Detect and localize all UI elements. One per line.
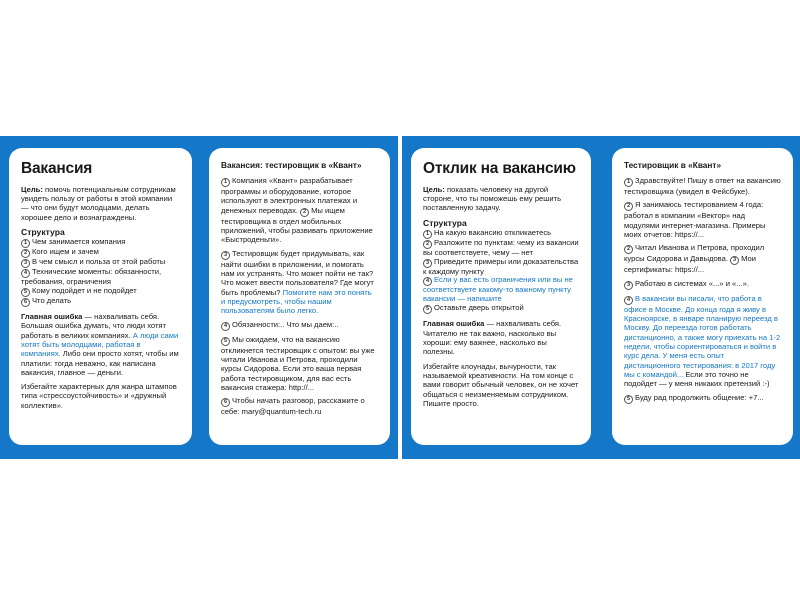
structure-list — [21, 238, 180, 307]
list-item-text: Технические моменты: обязанности, требования, ограничения — [21, 266, 162, 286]
message-5 — [624, 294, 781, 389]
list-item-text: В чем смысл и польза от этой работы — [32, 256, 166, 266]
paragraph-6 — [221, 396, 378, 416]
number-badge: 2 — [21, 249, 30, 258]
number-badge: 1 — [221, 178, 230, 187]
list-item-text: Чем занимается компания — [32, 236, 126, 246]
number-badge: 2 — [423, 240, 432, 249]
number-badge: 3 — [624, 281, 633, 290]
message-6 — [624, 393, 781, 404]
number-badge: 5 — [624, 395, 633, 404]
number-badge: 6 — [221, 398, 230, 407]
list-item-text: Кому подойдет и не подойдет — [32, 285, 137, 295]
section-divider — [398, 136, 402, 459]
list-item-text: На какую вакансию откликаетесь — [434, 227, 552, 237]
number-badge: 2 — [300, 208, 309, 217]
paragraph-text: Компания «Квант» разрабатывает программы и оборудование, которое используют в электронных платежах и денежных переводах. — [221, 176, 358, 215]
list-item — [423, 304, 579, 314]
goal-label: Цель: — [21, 184, 43, 194]
number-badge: 2 — [624, 245, 633, 254]
list-item-text: Приведите примеры или доказательства к каждому пункту — [423, 256, 579, 276]
message-1 — [624, 176, 781, 196]
number-badge: 5 — [423, 305, 432, 314]
message-text: Мои сертификаты: https://... — [624, 254, 756, 275]
paragraph-highlight: Помогите нам это понять и предусмотреть, чтобы нашим пользователям было легко. — [221, 287, 372, 316]
number-badge: 4 — [21, 269, 30, 278]
number-badge: 4 — [624, 296, 633, 305]
message-highlight: В вакансии вы писали, что работа в офисе в Москве. До конца года я живу в Красноярске, в январе планирую переезд в Москву. До переезда готов работать дистанционно, а также могу приехать на 1-2 недели, чтобы сориентироваться и войти в курс дела. У меня есть опыт дистанционного тестирования: в 2017 году мы с командой... — [624, 293, 781, 379]
mistake-paragraph — [423, 319, 579, 356]
structure-heading: Структура — [21, 226, 65, 237]
card-title: Тестировщик в «Квант» — [624, 160, 722, 170]
number-badge: 4 — [423, 277, 432, 286]
list-item — [423, 276, 579, 304]
list-item-text: Оставьте дверь открытой — [434, 303, 524, 313]
mistake-label: Главная ошибка — [423, 319, 485, 329]
mistake-text-2: Либо они просто хотят, чтобы им платили: тогда неважно, как написана вакансия, главное — деньги. — [21, 349, 179, 377]
list-item-text: Разложите по пунктам: чему из вакансии вы соответствуете, чему — нет — [423, 237, 579, 257]
goal-paragraph — [21, 185, 180, 222]
number-badge: 3 — [423, 259, 432, 268]
list-item — [423, 239, 579, 258]
list-item — [423, 258, 579, 277]
message-2 — [624, 200, 781, 239]
paragraph-text: Обязанности:.. Что мы даем:.. — [232, 319, 339, 329]
message-text: Если это точно не подойдет — у меня никаких претензий :-) — [624, 369, 770, 389]
paragraph-5 — [221, 335, 378, 393]
list-item — [21, 297, 180, 307]
number-badge: 5 — [221, 337, 230, 346]
number-badge: 2 — [624, 202, 633, 211]
card-title: Вакансия — [21, 160, 93, 177]
goal-paragraph — [423, 185, 579, 213]
number-badge: 6 — [21, 298, 30, 307]
paragraph-text: Мы ищем тестировщика в отдел мобильных приложений, чтобы развивать приложение «Быстроденьги». — [221, 205, 373, 245]
number-badge: 3 — [21, 259, 30, 268]
number-badge: 1 — [21, 239, 30, 248]
card-response-guide — [411, 148, 591, 445]
message-3 — [624, 243, 781, 274]
avoid-paragraph: Избегайте характерных для жанра штампов типа «стрессоустойчивость» и «дружный коллектив». — [21, 382, 177, 410]
number-badge: 1 — [624, 178, 633, 187]
card-title: Отклик на вакансию — [423, 160, 576, 177]
list-item-text: Кого ищем и зачем — [32, 246, 99, 256]
number-badge: 3 — [221, 251, 230, 260]
message-text: Работаю в системах «...» и «...». — [635, 278, 749, 288]
number-badge: 4 — [221, 322, 230, 331]
number-badge: 3 — [730, 256, 739, 265]
mistake-label: Главная ошибка — [21, 311, 83, 321]
number-badge: 5 — [21, 288, 30, 297]
message-text: Читал Иванова и Петрова, проходил курсы Сидорова и Давыдова. — [624, 243, 765, 264]
card-vacancy-guide — [9, 148, 192, 445]
paragraph-4 — [221, 320, 378, 331]
structure-list — [423, 229, 579, 315]
mistake-text: — нахваливать себя. Большая ошибка думать, что люди хотят работать в великих компаниях. — [21, 311, 167, 340]
goal-text: показать человеку на другой стороне, что ты поможешь ему решить поставленную задачу. — [423, 184, 562, 213]
paragraph-1 — [221, 176, 378, 245]
message-text: Здравствуйте! Пишу в ответ на вакансию тестировщика (увидел в Фейсбуке). — [624, 176, 781, 196]
list-item-text: Что делать — [32, 295, 72, 305]
goal-text: помочь потенциальным сотрудникам увидеть пользу от работы в этой компании — что они будут молодцами, делать хорошее дело и вознаграждены. — [21, 184, 176, 222]
list-item — [21, 268, 180, 287]
paragraph-text: Чтобы начать разговор, расскажите о себе: mary@quantum-tech.ru — [221, 396, 365, 417]
paragraph-text: Тестировщик будет придумывать, как найти ошибки в приложении, и помогать нам их устранять. Что может пойти не так? Что может ввести пользователя? Где могут быть проблемы? — [221, 248, 374, 297]
card-title: Вакансия: тестировщик в «Квант» — [221, 160, 362, 170]
mistake-highlight: А люди сами хотят быть молодцами, работая в компаниях. — [21, 330, 179, 359]
card-response-example — [612, 148, 793, 445]
number-badge: 1 — [423, 230, 432, 239]
structure-heading: Структура — [423, 217, 467, 228]
message-text: Буду рад продолжить общение: +7... — [635, 392, 764, 402]
message-text: Я занимаюсь тестированием 4 года: работал в компании «Вектор» над модулями интернет-магазина. Примеры моих отчетов: https://... — [624, 200, 766, 239]
mistake-text: — нахваливать себя. Читателю не так важно, насколько вы хороши: ему важнее, насколько вы полезны. — [423, 319, 562, 357]
card-vacancy-example — [209, 148, 390, 445]
paragraph-3 — [221, 249, 378, 316]
goal-label: Цель: — [423, 184, 445, 194]
paragraph-text: Мы ожидаем, что на вакансию откликнется тестировщик с опытом: вы уже читали Иванова и Петрова, проходили курсы Сидорова. Если это ваша первая работа тестировщиком, для вас есть вакансия стажера: http://... — [221, 334, 375, 392]
mistake-paragraph — [21, 312, 180, 377]
list-item-text: Если у вас есть ограничения или вы не соответствуете какому-то важному пункту вакансии — напишите — [423, 275, 573, 304]
message-4 — [624, 279, 781, 290]
avoid-paragraph: Избегайте клоунады, вычурности, так называемой креативности. На том конце с вами говорит обычный человек, он не хочет общаться с неизменяемым сотрудником. Пишите просто. — [423, 361, 579, 409]
